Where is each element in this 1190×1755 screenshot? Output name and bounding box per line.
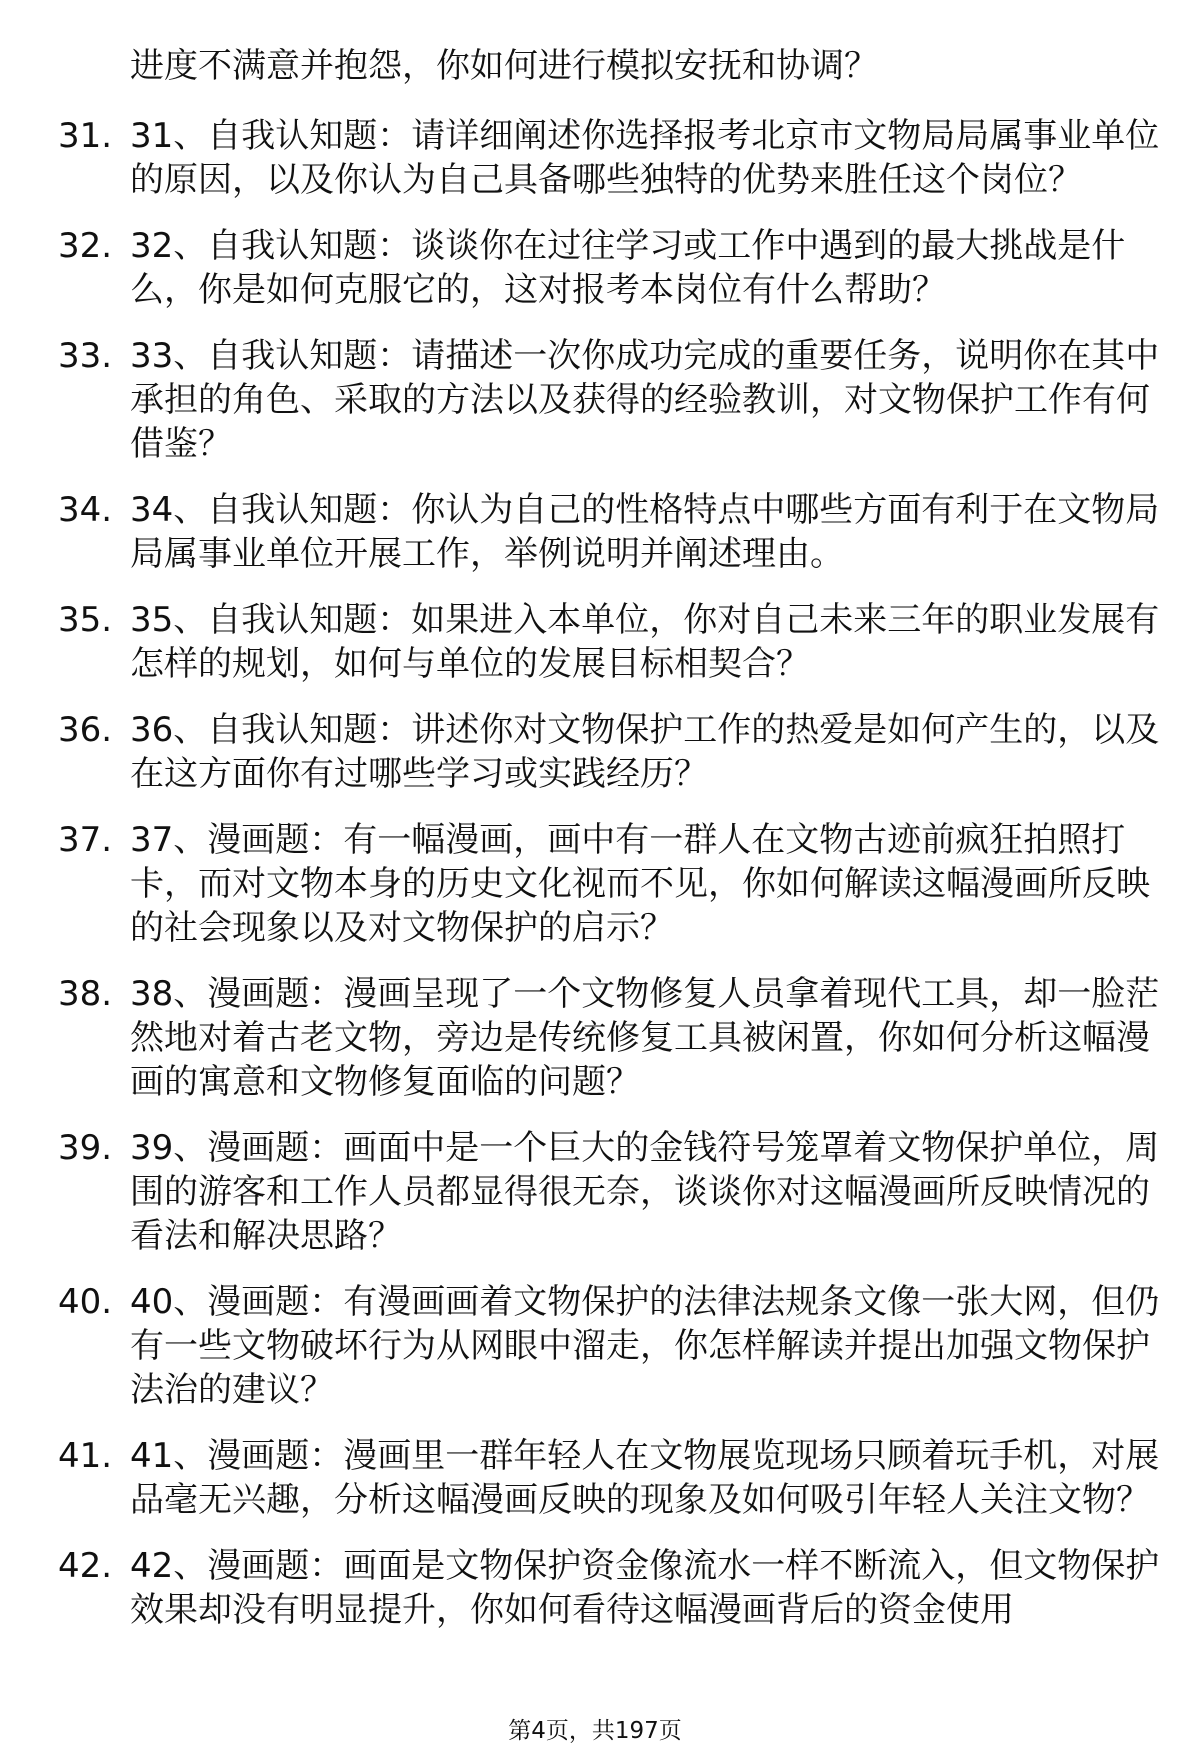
question-text: 41、漫画题：漫画里一群年轻人在文物展览现场只顾着玩手机，对展品毫无兴趣，分析这幅漫画反映的现象及如何吸引年轻人关注文物？ xyxy=(130,1436,1160,1520)
list-item xyxy=(0,1280,1190,1412)
list-item xyxy=(0,1544,1190,1632)
question-number: 42. xyxy=(58,1546,113,1586)
question-number: 36. xyxy=(58,710,113,750)
question-text: 37、漫画题：有一幅漫画，画中有一群人在文物古迹前疯狂拍照打卡，而对文物本身的历史文化视而不见，你如何解读这幅漫画所反映的社会现象以及对文物保护的启示？ xyxy=(130,820,1150,948)
question-text: 40、漫画题：有漫画画着文物保护的法律法规条文像一张大网，但仍有一些文物破坏行为从网眼中溜走，你怎样解读并提出加强文物保护法治的建议？ xyxy=(130,1282,1160,1410)
question-text: 38、漫画题：漫画呈现了一个文物修复人员拿着现代工具，却一脸茫然地对着古老文物，旁边是传统修复工具被闲置，你如何分析这幅漫画的寓意和文物修复面临的问题？ xyxy=(130,974,1160,1102)
question-text: 34、自我认知题：你认为自己的性格特点中哪些方面有利于在文物局局属事业单位开展工作，举例说明并阐述理由。 xyxy=(130,490,1160,574)
list-item xyxy=(0,1434,1190,1522)
page-footer: 第4页，共197页 xyxy=(508,1718,682,1744)
list-item xyxy=(0,224,1190,312)
question-text: 36、自我认知题：讲述你对文物保护工作的热爱是如何产生的，以及在这方面你有过哪些学习或实践经历？ xyxy=(130,710,1160,794)
question-number: 39. xyxy=(58,1128,113,1168)
question-text: 33、自我认知题：请描述一次你成功完成的重要任务，说明你在其中承担的角色、采取的方法以及获得的经验教训，对文物保护工作有何借鉴？ xyxy=(130,336,1160,464)
list-item xyxy=(0,972,1190,1104)
list-item xyxy=(0,114,1190,202)
question-number: 31. xyxy=(58,116,113,156)
list-item xyxy=(0,334,1190,466)
question-number: 40. xyxy=(58,1282,113,1322)
question-number: 38. xyxy=(58,974,113,1014)
question-number: 35. xyxy=(58,600,113,640)
question-number: 37. xyxy=(58,820,113,860)
question-text: 42、漫画题：画面是文物保护资金像流水一样不断流入，但文物保护效果却没有明显提升，你如何看待这幅漫画背后的资金使用 xyxy=(130,1546,1160,1630)
list-item xyxy=(0,598,1190,686)
continued-question-text: 进度不满意并抱怨，你如何进行模拟安抚和协调？ xyxy=(130,46,878,86)
question-text: 35、自我认知题：如果进入本单位，你对自己未来三年的职业发展有怎样的规划，如何与单位的发展目标相契合？ xyxy=(130,600,1160,684)
question-number: 33. xyxy=(58,336,113,376)
question-number: 34. xyxy=(58,490,113,530)
list-item xyxy=(0,708,1190,796)
question-text: 32、自我认知题：谈谈你在过往学习或工作中遇到的最大挑战是什么，你是如何克服它的，这对报考本岗位有什么帮助？ xyxy=(130,226,1126,310)
question-list xyxy=(0,114,1190,1654)
question-number: 41. xyxy=(58,1436,113,1476)
question-text: 31、自我认知题：请详细阐述你选择报考北京市文物局局属事业单位的原因，以及你认为自己具备哪些独特的优势来胜任这个岗位？ xyxy=(130,116,1160,200)
list-item xyxy=(0,488,1190,576)
list-item xyxy=(0,818,1190,950)
question-text: 39、漫画题：画面中是一个巨大的金钱符号笼罩着文物保护单位，周围的游客和工作人员都显得很无奈，谈谈你对这幅漫画所反映情况的看法和解决思路？ xyxy=(130,1128,1160,1256)
list-item xyxy=(0,1126,1190,1258)
question-number: 32. xyxy=(58,226,113,266)
